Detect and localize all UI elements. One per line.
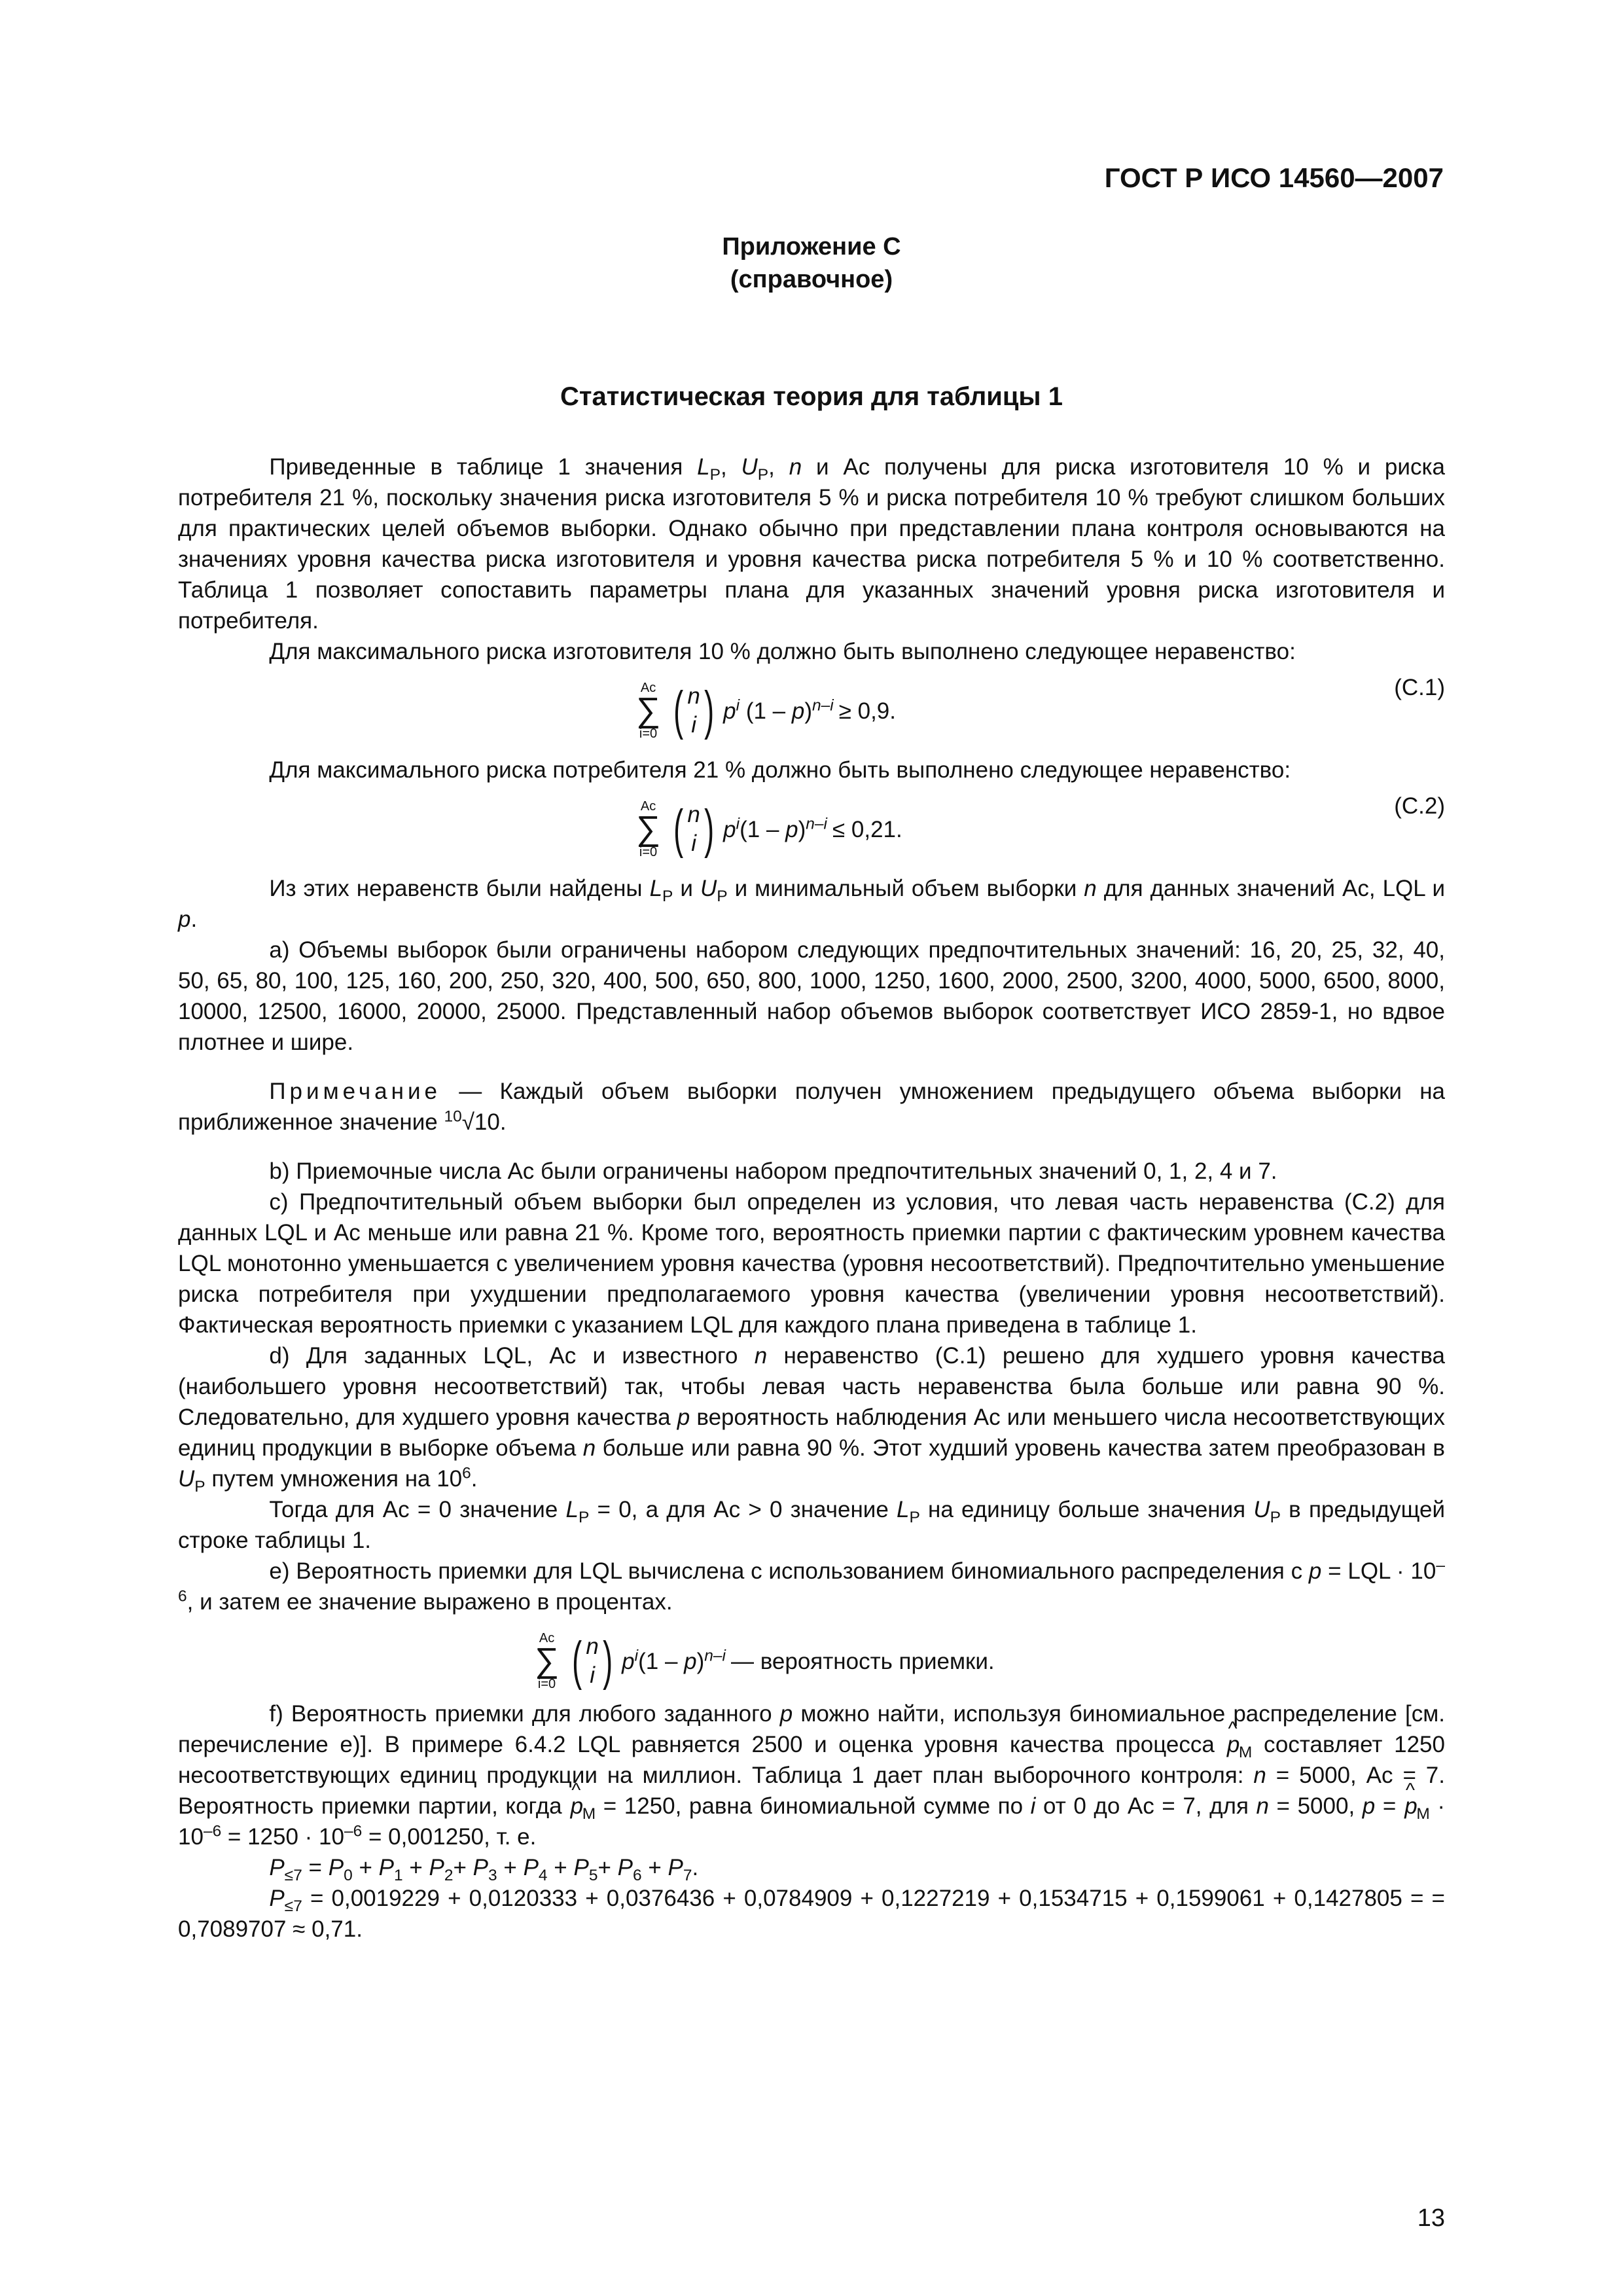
formula-c2-number: (С.2) [1394,793,1445,819]
formula-c1-tail: ≥ 0,9. [838,698,896,724]
paragraph-consumer-risk: Для максимального риска потребителя 21 % должно быть выполнено следующее неравенство: [269,757,1291,783]
sum-lower-limit: i=0 [537,1676,556,1691]
page-number: 13 [1417,2204,1445,2232]
formula-acceptance: Ac ∑ i=0 ( n i ) $p^i(1 - p)^{n-i}$ — вероятность приемки. [535,1631,995,1691]
paragraph-then: Тогда для Ас = 0 значение $L_P = 0$, а для Ас > 0 значение $L_P$ на единицу больше значения $U_P$ в предыдущей строке таблицы 1. [178,1497,1446,1553]
sum-upper-limit: Ac [539,1631,555,1646]
paragraph-item-a: а) Объемы выборок были ограничены набором следующих предпочтительных значений: 16, 20, 25, 32, 40, 50, 65, 80, 100, 125, 160, 200, 250, 320, 400, 500, 650, 800, 1000, 1250, 1600, 2000, 2500, 3200, 4000, 5000, 6500, 8000, 10000, 12500, 16000, 20000, 25000. Представленный набор объемов выборок соответствует ИСО 2859-1, но вдвое плотнее и шире. [178,937,1445,1055]
paragraph-item-e: e) Вероятность приемки для LQL вычислена с использованием биномиального распределения с p = LQL · $10^{-6}$, и затем ее значение выражено в процентах. [178,1556,1445,1615]
formula-acceptance-tail: — вероятность приемки. [730,1648,995,1674]
sum-lower-limit: i=0 [639,726,658,741]
section-title: Статистическая теория для таблицы 1 [560,382,1063,411]
paragraph-item-b: b) Приемочные числа Ас были ограничены набором предпочтительных значений 0, 1, 2, 4 и 7. [269,1158,1277,1184]
paragraph-item-d: d) Для заданных LQL, Ас и известного n неравенство (С.1) решено для худшего уровня качества (наибольшего уровня несоответствий) так, чтобы левая часть неравенства была больше или равна 90 %. Следовательно, для худшего уровня качества p вероятность наблюдения Ас или меньшего числа несоответствующих единиц продукции в выборке объема n больше или равна 90 %. Этот худший уровень качества затем преобразован в $U_P$ путем умножения на $10^6$. [178,1343,1445,1496]
formula-c2-tail: ≤ 0,21. [832,816,902,842]
formula-c1: Ac ∑ i=0 ( n i ) $p^i$ (1 – p)$^{n-i}$ ≥ 0,9. (С.1) [178,668,1445,753]
annex-heading [0,230,1623,296]
formula-c2: Ac ∑ i=0 ( n i ) $p^i(1 - p)^{n-i}$ ≤ 0,21. (С.2) [178,787,1445,872]
paragraph-note: Примечание — Каждый объем выборки получен умножением предыдущего объема выборки на приближенное значение $^{10}$√10. [178,1079,1445,1135]
paragraph-item-c: c) Предпочтительный объем выборки был определен из условия, что левая часть неравенства (С.2) для данных LQL и Ас меньше или равна 21 %. Кроме того, вероятность приемки партии с фактическим уровнем качества LQL монотонно уменьшается с увеличением уровня качества (уровня несоответствий). Предпочтительно уменьшение риска потребителя при ухудшении предполагаемого уровня качества (увеличении уровня несоответствий). Фактическая вероятность приемки с указанием LQL для каждого плана приведена в таблице 1. [178,1189,1445,1338]
standard-header: ГОСТ Р ИСО 14560—2007 [1104,162,1444,193]
sum-lower-limit: i=0 [639,844,658,859]
annex-title: Приложение С [722,233,901,260]
paragraph-inequalities: Из этих неравенств были найдены $L_P$ и $U_P$ и минимальный объем выборки n для данных значений Ас, LQL и p. [178,876,1446,932]
paragraph-intro: Приведенные в таблице 1 значения $L_P$, $U_P$, n и Ас получены для риска изготовителя 10 % и риска потребителя 21 %, поскольку значения риска изготовителя 5 % и риска потребителя 10 % требуют слишком больших для практических целей объемов выборки. Однако обычно при представлении плана контроля основываются на значениях уровня качества риска изготовителя и уровня качества риска потребителя 5 % и 10 % соответственно. Таблица 1 позволяет сопоставить параметры плана для указанных значений уровня риска изготовителя и потребителя. [178,454,1445,634]
paragraph-item-f: f) Вероятность приемки для любого заданного p можно найти, используя биномиальное распределение [см. перечисление е)]. В примере 6.4.2 LQL равняется 2500 и оценка уровня качества процесса ^ $p_M$ составляет 1250 несоответствующих единиц продукции на миллион. Таблица 1 дает план выборочного контроля: n = 5000, Ас = 7. Вероятность приемки партии, когда ^ $p_M = 1250$, равна биномиальной сумме по i от 0 до Ас = 7, для n = 5000, p = ^ $p_M \cdot 10^{-6} = 1250 \cdot 10^{-6} = 0,001250$, т. е. [178,1698,1445,1852]
formula-c1-number: (С.1) [1394,675,1445,700]
sum-upper-limit: Ac [640,681,656,696]
paragraph-sum-expression: $P_{\le 7} = P_0 + P_1 + P_2+ P_3 + P_4 + P_5+ P_6 + P_7$. [269,1855,699,1884]
paragraph-producer-risk: Для максимального риска изготовителя 10 % должно быть выполнено следующее неравенство: [269,639,1296,664]
sum-upper-limit: Ac [640,799,656,814]
paragraph-sum-value: $P_{\le 7} = 0,0019229 + 0,0120333 + 0,0376436 + 0,0784909 + 0,1227219 + 0,1534715 + 0,1599061 + 0,1427805$ = = 0,7089707 ≈ 0,71. [178,1886,1445,1942]
annex-type: (справочное) [730,266,893,293]
document-body [178,452,1445,1945]
